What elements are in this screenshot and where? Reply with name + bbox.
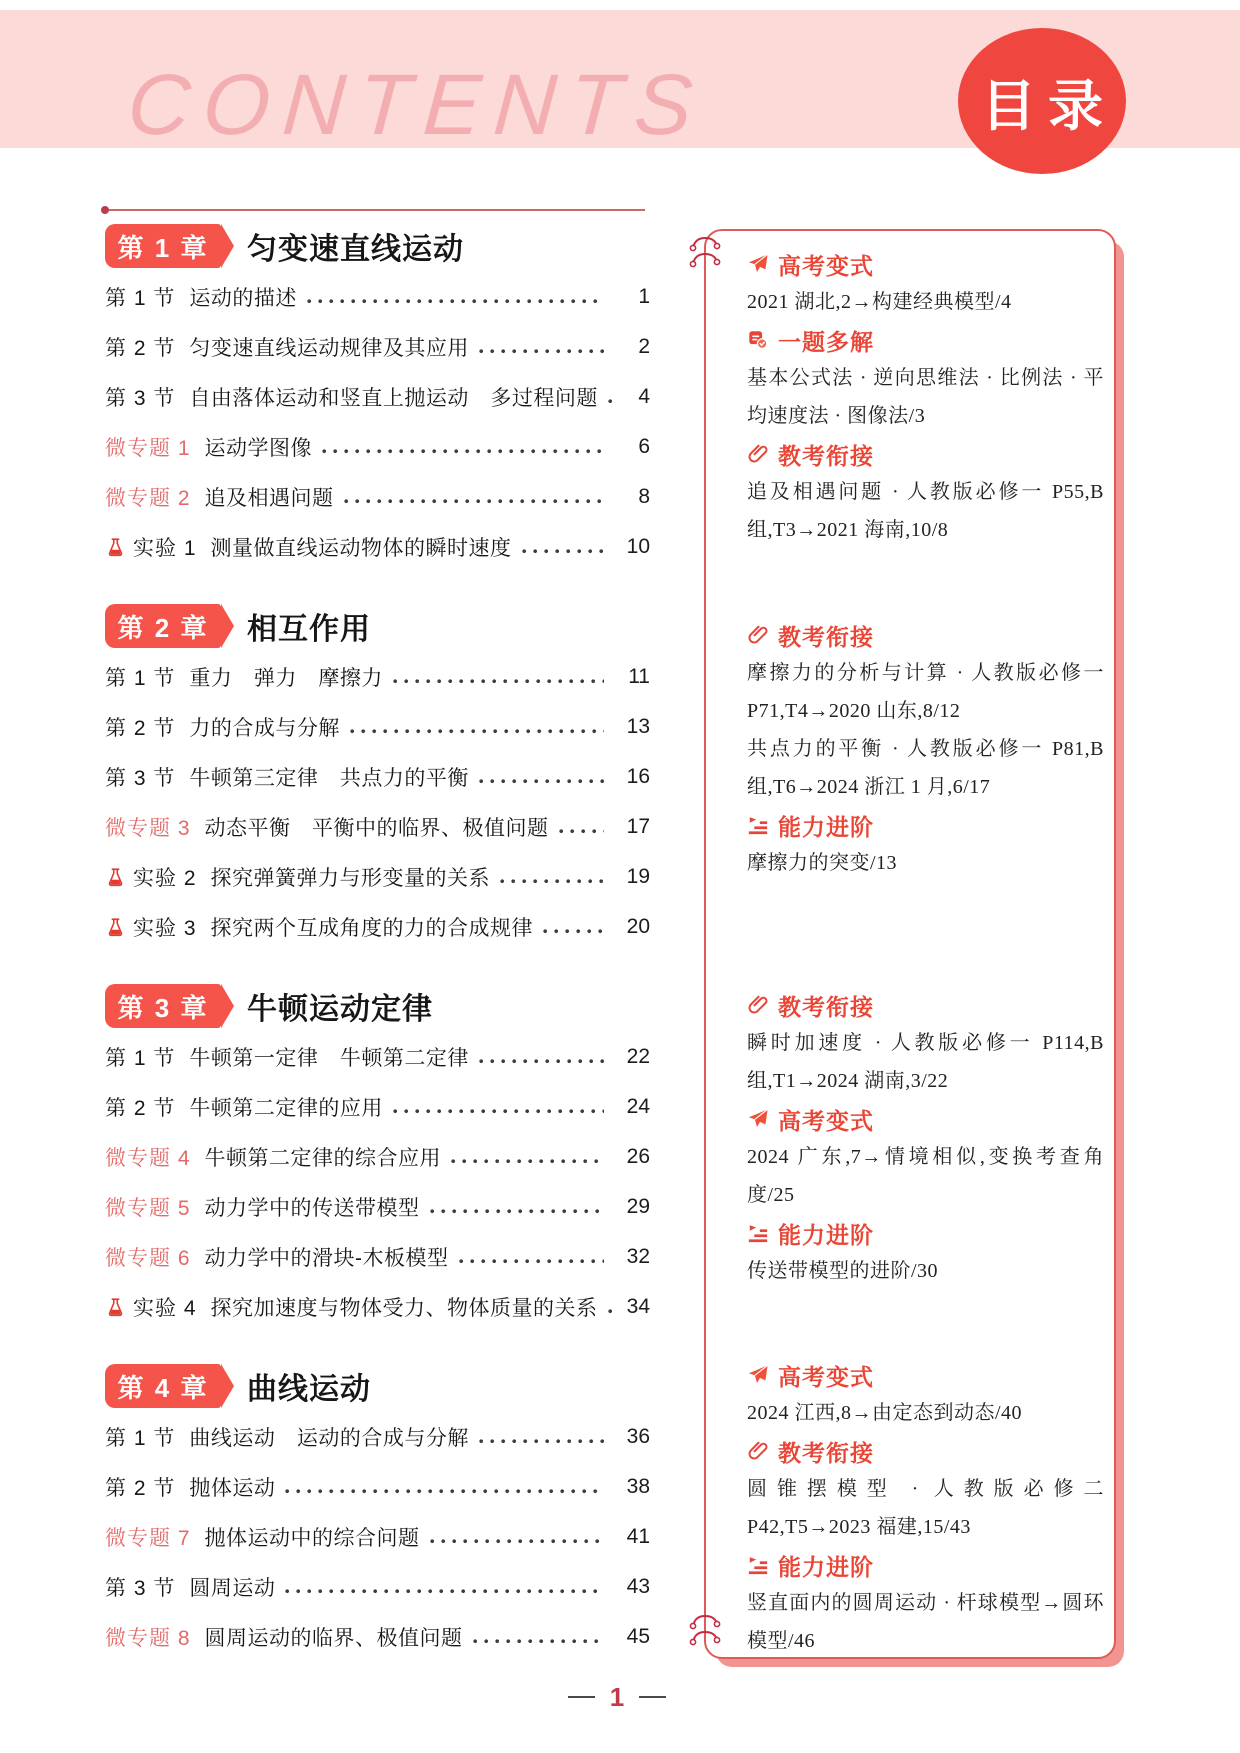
dotted-leader: [479, 1059, 604, 1064]
paper-plane-icon: [747, 253, 769, 275]
entry-page-number: 11: [628, 665, 650, 688]
entry-label: 实验 1: [133, 537, 197, 560]
entry-title: 运动的描述: [189, 287, 297, 310]
toc-row: [105, 1462, 650, 1512]
toc-row: [105, 1032, 650, 1082]
sidebar-group: [747, 1356, 1104, 1660]
sidebar-note-text: 基本公式法 · 逆向思维法 · 比例法 · 平均速度法 · 图像法/3: [747, 367, 1104, 427]
entry-title: 动力学中的传送带模型: [204, 1197, 420, 1220]
entry-page-number: 43: [626, 1575, 650, 1598]
entry-title: 自由落体运动和竖直上抛运动 多过程问题: [189, 387, 598, 410]
contents-title: CONTENTS: [124, 57, 709, 153]
entry-label: 第 1 节: [105, 1047, 176, 1070]
toc-row: [105, 1282, 650, 1332]
paper-plane-icon: [747, 1364, 769, 1386]
entry-label: 第 1 节: [105, 1427, 176, 1450]
dotted-leader: [393, 1109, 604, 1114]
sidebar-heading: [747, 1100, 1104, 1138]
sidebar-group: [747, 616, 1104, 882]
footer-dash: [568, 1696, 595, 1698]
chapter-block: [105, 1362, 650, 1662]
sidebar-heading-label: 教考衔接: [778, 623, 874, 650]
sidebar-heading-label: 教考衔接: [778, 993, 874, 1020]
entry-label: 实验 2: [133, 867, 197, 890]
sidebar-heading-label: 高考变式: [778, 1363, 874, 1390]
dotted-leader: [285, 1589, 604, 1594]
toc-row: [105, 802, 650, 852]
mulu-badge-label: 目录: [980, 74, 1115, 137]
sidebar-heading-label: 一题多解: [778, 328, 874, 355]
entry-title: 运动学图像: [204, 437, 313, 460]
dotted-leader: [559, 829, 604, 834]
entry-label: 微专题 3: [105, 817, 191, 840]
toc-row: [105, 1082, 650, 1132]
entry-page-number: 6: [638, 435, 650, 458]
paperclip-icon: [747, 994, 769, 1016]
entry-label: 第 2 节: [105, 1477, 176, 1500]
entry-page-number: 38: [626, 1475, 650, 1498]
toc-row: [105, 322, 650, 372]
footer-page-number: 1: [609, 1681, 625, 1712]
binder-rings-icon: [687, 235, 723, 271]
toc-row: [105, 1132, 650, 1182]
sidebar-heading: [747, 986, 1104, 1024]
chapter-header: [105, 982, 650, 1030]
toc-row: [105, 702, 650, 752]
entry-label: 微专题 8: [105, 1627, 191, 1650]
chapter-badge: 第 2 章: [105, 604, 221, 648]
sidebar-heading-label: 能力进阶: [778, 1553, 874, 1580]
toc-row: [105, 522, 650, 572]
entry-page-number: 26: [626, 1145, 650, 1168]
dotted-leader: [543, 929, 604, 934]
toc-row: [105, 752, 650, 802]
footer-dash: [639, 1696, 666, 1698]
entry-page-number: 32: [626, 1245, 650, 1268]
chapter-title: 曲线运动: [247, 1373, 371, 1406]
chapter-block: [105, 982, 650, 1332]
entry-title: 牛顿第二定律的综合应用: [204, 1147, 442, 1170]
entry-page-number: 16: [626, 765, 650, 788]
entry-title: 力的合成与分解: [189, 717, 340, 740]
sidebar-heading-label: 高考变式: [778, 1107, 874, 1134]
dotted-leader: [479, 1439, 604, 1444]
entry-title: 追及相遇问题: [204, 487, 334, 510]
sidebar-heading: [747, 245, 1104, 283]
sidebar-note-text: 摩擦力的突变/13: [747, 852, 898, 874]
dotted-leader: [430, 1539, 604, 1544]
entry-page-number: 41: [626, 1525, 650, 1548]
sidebar-note-text: 传送带模型的进阶/30: [747, 1260, 939, 1282]
entry-page-number: 24: [626, 1095, 650, 1118]
entry-title: 圆周运动: [189, 1577, 276, 1600]
chapter-title: 相互作用: [247, 613, 371, 646]
dotted-leader: [307, 299, 604, 304]
entry-page-number: 45: [626, 1625, 650, 1648]
entry-label: 第 1 节: [105, 667, 176, 690]
entry-label: 第 2 节: [105, 717, 176, 740]
entry-title: 匀变速直线运动规律及其应用: [189, 337, 469, 360]
toc-row: [105, 652, 650, 702]
sidebar-heading: [747, 1356, 1104, 1394]
toc-row: [105, 1412, 650, 1462]
entry-page-number: 17: [626, 815, 650, 838]
entry-label: 第 2 节: [105, 337, 176, 360]
paper-plane-icon: [747, 1108, 769, 1130]
dotted-leader: [285, 1489, 604, 1494]
chapter-block: [105, 602, 650, 952]
entry-title: 探究两个互成角度的力的合成规律: [210, 917, 534, 940]
chapter-header: [105, 222, 650, 270]
toc-row: [105, 1562, 650, 1612]
entry-title: 牛顿第二定律的应用: [189, 1097, 383, 1120]
toc-row: [105, 902, 650, 952]
sidebar-heading: [747, 321, 1104, 359]
dotted-leader: [451, 1159, 604, 1164]
toc-row: [105, 852, 650, 902]
entry-label: 实验 3: [133, 917, 197, 940]
sidebar-note-text: 追及相遇问题 · 人教版必修一 P55,B 组,T3→2021 海南,10/8: [747, 481, 1104, 541]
sidebar-note-text: 2024 广东,7→情境相似,变换考查角度/25: [747, 1146, 1104, 1206]
dotted-leader: [608, 1309, 618, 1314]
margin-notes-panel: [704, 229, 1116, 1659]
sidebar-group: [747, 245, 1104, 549]
sidebar-note-text: 2024 江西,8→由定态到动态/40: [747, 1402, 1023, 1424]
dotted-leader: [479, 779, 604, 784]
sidebar-heading: [747, 1546, 1104, 1584]
entry-title: 探究弹簧弹力与形变量的关系: [210, 867, 491, 890]
entry-label: 第 1 节: [105, 287, 176, 310]
sidebar-group: [747, 986, 1104, 1290]
sidebar-heading-label: 教考衔接: [778, 442, 874, 469]
sidebar-heading-label: 能力进阶: [778, 813, 874, 840]
entry-label: 第 3 节: [105, 767, 176, 790]
entry-label: 微专题 5: [105, 1197, 191, 1220]
dotted-leader: [459, 1259, 604, 1264]
entry-label: 微专题 6: [105, 1247, 191, 1270]
chapter-title: 匀变速直线运动: [247, 233, 464, 266]
entry-title: 牛顿第三定律 共点力的平衡: [189, 767, 469, 790]
entry-page-number: 22: [626, 1045, 650, 1068]
entry-title: 曲线运动 运动的合成与分解: [189, 1427, 469, 1450]
toc-row: [105, 1232, 650, 1282]
entry-title: 抛体运动: [189, 1477, 276, 1500]
dotted-leader: [430, 1209, 604, 1214]
sidebar-heading: [747, 435, 1104, 473]
chapter-badge: 第 1 章: [105, 224, 221, 268]
dotted-leader: [473, 1639, 604, 1644]
flask-icon: [105, 1297, 126, 1318]
entry-page-number: 29: [626, 1195, 650, 1218]
decorative-rule: [105, 209, 645, 211]
sidebar-note-text: 圆锥摆模型 · 人教版必修二 P42,T5→2023 福建,15/43: [747, 1478, 1104, 1538]
mulu-circle-badge: [958, 28, 1126, 174]
entry-page-number: 13: [626, 715, 650, 738]
entry-label: 微专题 2: [105, 487, 191, 510]
binder-rings-icon: [687, 1613, 723, 1649]
sidebar-heading-label: 高考变式: [778, 252, 874, 279]
entry-title: 牛顿第一定律 牛顿第二定律: [189, 1047, 469, 1070]
steps-icon: [747, 1222, 769, 1244]
entry-label: 第 3 节: [105, 1577, 176, 1600]
toc-row: [105, 372, 650, 422]
entry-page-number: 36: [626, 1425, 650, 1448]
entry-label: 微专题 4: [105, 1147, 191, 1170]
paperclip-icon: [747, 443, 769, 465]
sidebar-heading: [747, 1214, 1104, 1252]
flask-icon: [105, 867, 126, 888]
chapter-header: [105, 1362, 650, 1410]
entry-page-number: 8: [638, 485, 650, 508]
entry-label: 微专题 1: [105, 437, 191, 460]
entry-page-number: 19: [626, 865, 650, 888]
entry-page-number: 10: [626, 535, 650, 558]
dotted-leader: [344, 499, 604, 504]
chapter-header: [105, 602, 650, 650]
dotted-leader: [522, 549, 604, 554]
sidebar-heading-label: 能力进阶: [778, 1221, 874, 1248]
toc-row: [105, 1182, 650, 1232]
chapter-block: [105, 222, 650, 572]
entry-title: 重力 弹力 摩擦力: [189, 667, 383, 690]
dotted-leader: [322, 449, 604, 454]
chapter-badge: 第 3 章: [105, 984, 221, 1028]
entry-label: 实验 4: [133, 1297, 197, 1320]
entry-page-number: 20: [626, 915, 650, 938]
toc-row: [105, 472, 650, 522]
toc-row: [105, 422, 650, 472]
flask-icon: [105, 537, 126, 558]
sidebar-note-text: 瞬时加速度 · 人教版必修一 P114,B 组,T1→2024 湖南,3/22: [747, 1032, 1104, 1092]
paperclip-icon: [747, 624, 769, 646]
sidebar-note-text: 竖直面内的圆周运动 · 杆球模型→圆环模型/46: [747, 1592, 1104, 1652]
sidebar-heading: [747, 806, 1104, 844]
sidebar-heading: [747, 1432, 1104, 1470]
steps-icon: [747, 1554, 769, 1576]
sidebar-heading-label: 教考衔接: [778, 1439, 874, 1466]
page-number: [517, 1682, 717, 1712]
entry-label: 第 2 节: [105, 1097, 176, 1120]
dotted-leader: [479, 349, 604, 354]
steps-icon: [747, 814, 769, 836]
entry-title: 测量做直线运动物体的瞬时速度: [210, 537, 512, 560]
dotted-leader: [608, 399, 618, 404]
entry-page-number: 4: [638, 385, 650, 408]
dotted-leader: [500, 879, 604, 884]
sidebar-heading: [747, 616, 1104, 654]
sidebar-note-text: 摩擦力的分析与计算 · 人教版必修一 P71,T4→2020 山东,8/12: [747, 662, 1104, 722]
flask-icon: [105, 917, 126, 938]
entry-title: 动态平衡 平衡中的临界、极值问题: [204, 817, 549, 840]
chapter-badge: 第 4 章: [105, 1364, 221, 1408]
entry-label: 第 3 节: [105, 387, 176, 410]
entry-title: 动力学中的滑块-木板模型: [204, 1247, 449, 1270]
entry-title: 探究加速度与物体受力、物体质量的关系: [210, 1297, 598, 1320]
multi-solution-icon: [747, 329, 769, 351]
toc-row: [105, 1512, 650, 1562]
chapter-title: 牛顿运动定律: [247, 993, 433, 1026]
entry-page-number: 1: [638, 285, 650, 308]
toc-column: [105, 222, 650, 1692]
entry-label: 微专题 7: [105, 1527, 191, 1550]
dotted-leader: [393, 679, 604, 684]
entry-title: 抛体运动中的综合问题: [204, 1527, 420, 1550]
entry-page-number: 34: [626, 1295, 650, 1318]
dotted-leader: [350, 729, 604, 734]
entry-page-number: 2: [638, 335, 650, 358]
paperclip-icon: [747, 1440, 769, 1462]
toc-row: [105, 1612, 650, 1662]
sidebar-note-text: 共点力的平衡 · 人教版必修一 P81,B 组,T6→2024 浙江 1 月,6/17: [747, 738, 1104, 798]
entry-title: 圆周运动的临界、极值问题: [204, 1627, 463, 1650]
toc-row: [105, 272, 650, 322]
sidebar-note-text: 2021 湖北,2→构建经典模型/4: [747, 291, 1012, 313]
